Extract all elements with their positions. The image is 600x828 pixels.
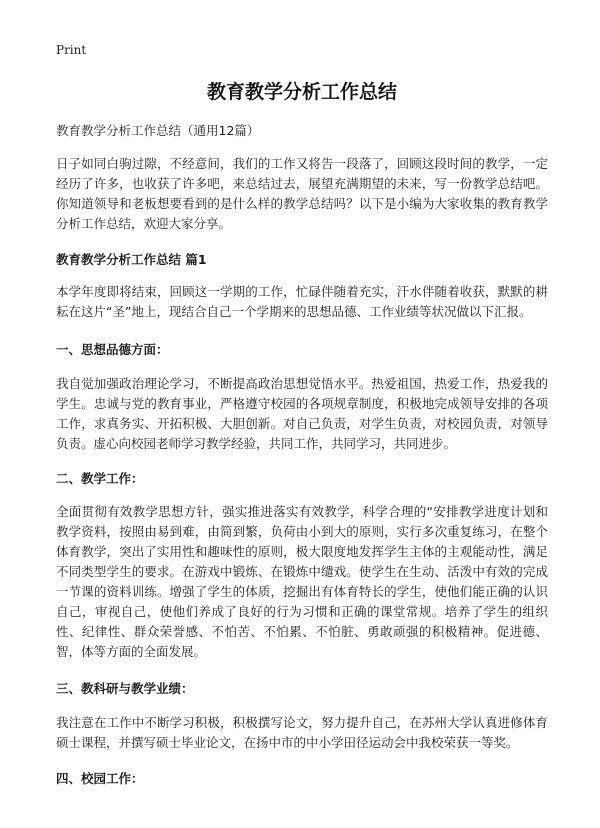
section-heading-research: 三、教科研与教学业绩：: [56, 681, 194, 696]
article-intro-paragraph: 本学年度即将结束，回顾这一学期的工作，忙碌伴随着充实，汗水伴随着收获，默默的耕耘在这片“圣”地上，现结合自己一个学期来的思想品德、工作业绩等状况做以下汇报。: [56, 284, 548, 319]
section-body-teaching: 全面贯彻有效教学思想方针，强实推进落实有效教学，科学合理的“安排教学进度计划和教学资料，按照由易到难，由简到繁，负荷由小到大的原则，实行多次重复练习，在整个体育教学，突出了实用性和趣味性的原则，极大限度地发挥学生主体的主观能动性，满足不同类型学生的要求。在游戏中锻炼、在锻炼中缱戏。使学生在生动、活泼中有效的完成一节课的资料训练。增强了学生的体质，挖掘出有体育特长的学生，使他们能正确的认识自己，审视自己，使他们养成了良好的行为习惯和正确的课堂常规。培养了学生的组织性、纪律性、群众荣誉感、不怕苦、不怕累、不怕脏、勇敢顽强的积极精神。促进德、智，体等方面的全面发展。: [56, 504, 548, 659]
section-heading-teaching: 二、教学工作：: [56, 471, 144, 486]
document-title: 教育教学分析工作总结: [206, 81, 397, 103]
section-body-moral: 我自觉加强政治理论学习，不断提高政治思想觉悟水平。热爱祖国，热爱工作，热爱我的学生。忠诚与党的教育事业，严格遵守校园的各项规章制度，积极地完成领导安排的各项工作，求真务实、开拓积极、大胆创新。对自己负责，对学生负责，对校园负责，对领导负责。虚心向校园老师学习教学经验，共同工作，共同学习，共同进步。: [56, 376, 548, 451]
print-link[interactable]: Print: [56, 43, 87, 57]
intro-paragraph: 日子如同白驹过隙，不经意间，我们的工作又将告一段落了，回顾这段时间的教学，一定经历了许多，也收获了许多吧，来总结过去，展望充满期望的未来，写一份教学总结吧。你知道领导和老板想要看到的是什么样的教学总结吗？以下是小编为大家收集的教育教学分析工作总结，欢迎大家分享。: [56, 156, 548, 231]
section-heading-moral: 一、思想品德方面：: [56, 342, 169, 357]
article-heading: 教育教学分析工作总结 篇1: [56, 252, 207, 267]
document-subtitle: 教育教学分析工作总结（通用12篇）: [56, 123, 260, 138]
section-heading-campus: 四、校园工作：: [56, 771, 144, 786]
section-body-research: 我注意在工作中不断学习积极，积极撰写论文，努力提升自己，在苏州大学认真进修体育硕士课程，并撰写硕士毕业论文，在扬中市的中小学田径运动会中我校荣获一等奖。: [56, 715, 548, 750]
